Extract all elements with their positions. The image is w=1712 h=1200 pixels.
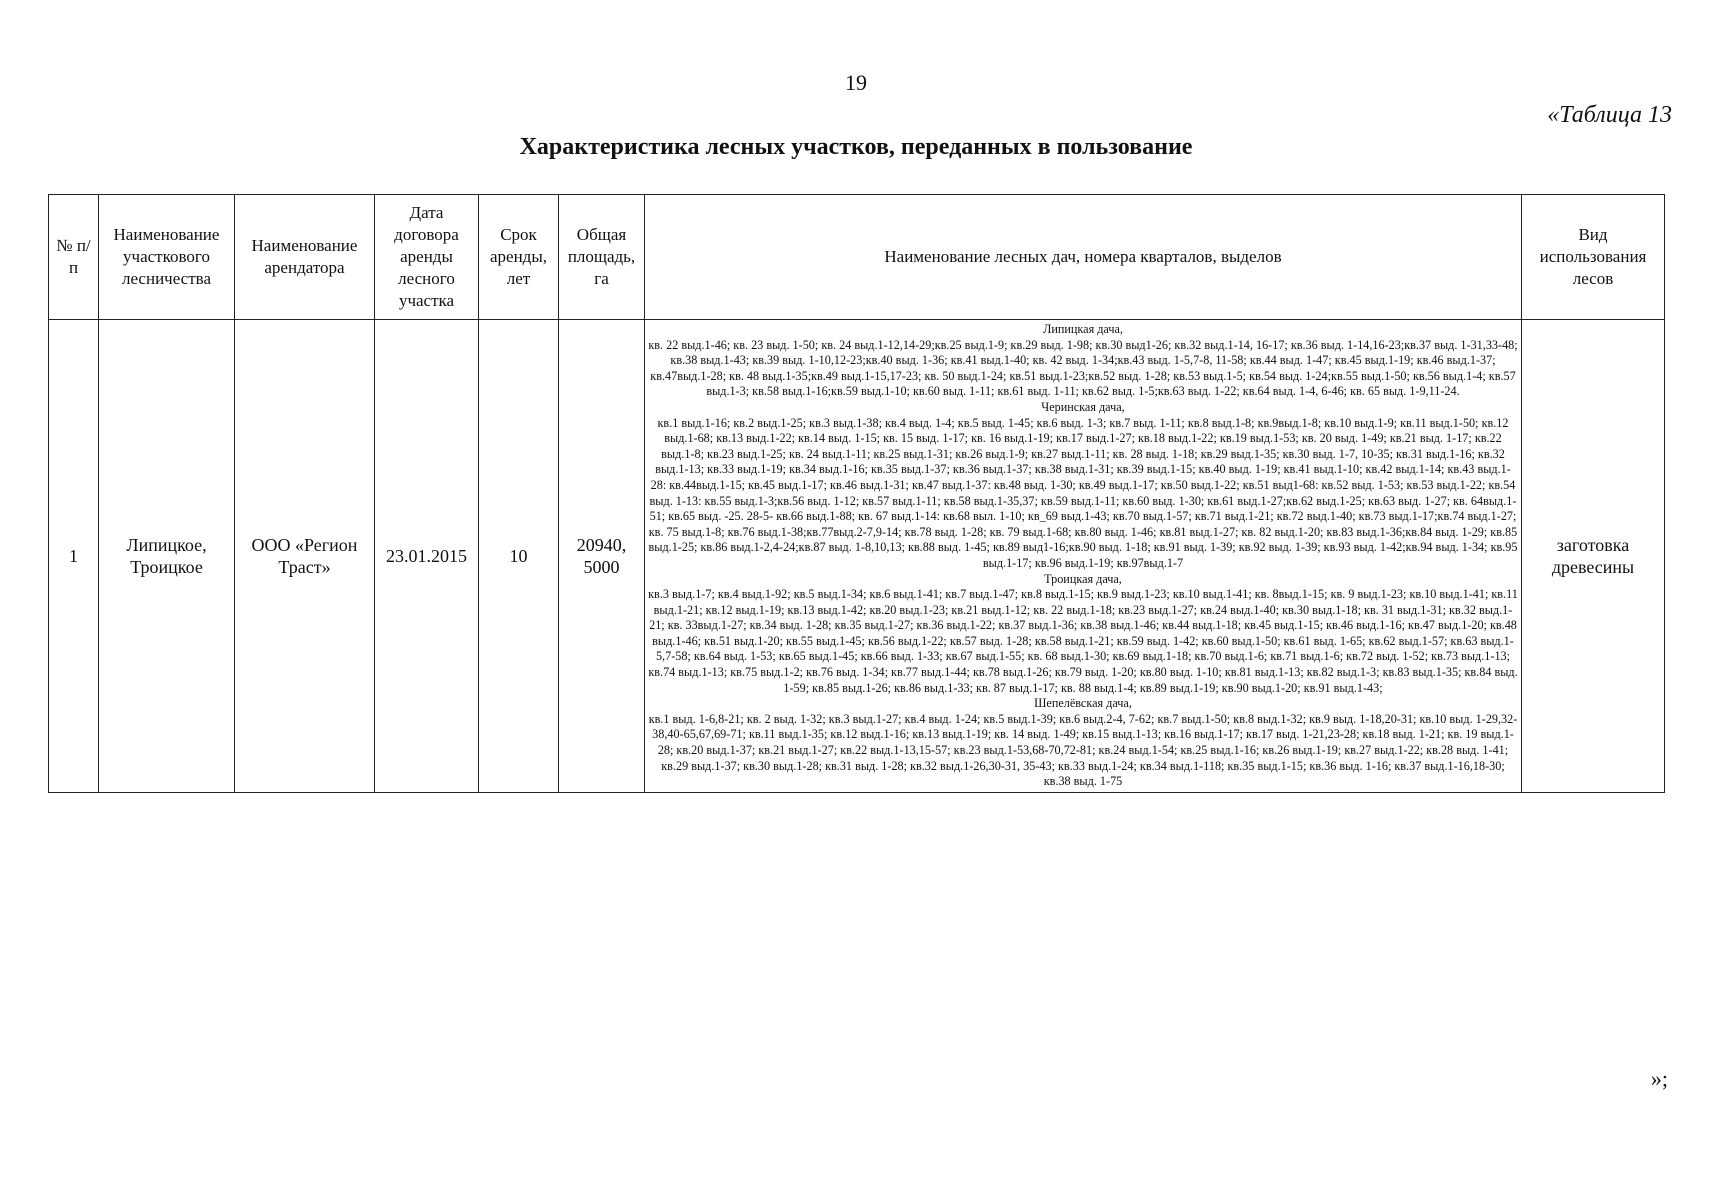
table-header-row <box>49 195 1665 320</box>
header-plots: Наименование лесных дач, номера кварталов, выделов <box>645 195 1522 320</box>
dacha-name-cherinskaya: Черинская дача, <box>1041 399 1125 414</box>
cell-number: 1 <box>49 320 99 793</box>
table-row <box>49 320 1665 793</box>
header-forestry: Наименование участкового лесничества <box>99 195 235 320</box>
dacha-name-shepelevskaya: Шепелёвская дача, <box>1034 696 1132 711</box>
header-number: № п/п <box>49 195 99 320</box>
dacha-name-lipitskaya: Липицкая дача, <box>1043 322 1123 336</box>
header-total-area: Общая площадь, га <box>559 195 645 320</box>
dacha-plots-troitskaya: кв.3 выд.1-7; кв.4 выд.1-92; кв.5 выд.1-34; кв.6 выд.1-41; кв.7 выд.1-47; кв.8 выд.1-15; кв.9 выд.1-23; кв.10 выд.1-41; кв. 8выд.1-15; кв. 9 выд.1-23; кв.10 выд.1-41; кв.11 выд.1-21; кв.12 выд.1-19; кв.13 выд.1-42; кв.20 выд.1-23; кв.21 выд.1-12; кв. 22 выд.1-18; кв.23 выд.1-27; кв.24 выд.1-40; кв.30 выд.1-18; кв. 31 выд.1-31; кв.32 выд.1-21; кв. 33выд.1-27; кв.34 выд. 1-28; кв.35 выд.1-27; кв.36 выд.1-22; кв.37 выд.1-36; кв.38 выд.1-46; кв.44 выд.1-18; кв.45 выд.1-15; кв.46 выд.1-16; кв.47 выд.1-20; кв.48 выд.1-46; кв.51 выд.1-20; кв.55 выд.1-45; кв.56 выд.1-22; кв.57 выд. 1-28; кв.58 выд.1-21; кв.59 выд. 1-42; кв.60 выд.1-50; кв.61 выд. 1-65; кв.62 выд.1-57; кв.63 выд.1-5,7-58; кв.64 выд. 1-53; кв.65 выд.1-45; кв.66 выд. 1-33; кв.67 выд.1-55; кв. 68 выд.1-30; кв.69 выд.1-18; кв.70 выд.1-6; кв.71 выд.1-6; кв.72 выд. 1-52; кв.73 выд.1-13; кв.74 выд.1-13; кв.75 выд.1-2; кв.76 выд. 1-34; кв.77 выд.1-44; кв.78 выд.1-26; кв.79 выд. 1-20; кв.80 выд. 1-10; кв.81 выд.1-13; кв.82 выд.1-3; кв.83 выд.1-35; кв.84 выд. 1-59; кв.85 выд.1-26; кв.86 выд.1-33; кв. 87 выд.1-17; кв. 88 выд.1-4; кв.89 выд.1-19; кв.90 выд.1-20; кв.91 выд.1-43; <box>648 587 1518 695</box>
dacha-name-troitskaya: Троицкая дача, <box>1044 571 1122 586</box>
table-label: «Таблица 13 <box>1547 102 1672 128</box>
dacha-plots-cherinskaya: кв.1 выд.1-16; кв.2 выд.1-25; кв.3 выд.1-38; кв.4 выд. 1-4; кв.5 выд. 1-45; кв.6 выд. 1-3; кв.7 выд. 1-11; кв.8 выд.1-8; кв.9выд.1-8; кв.10 выд.1-9; кв.11 выд.1-50; кв.12 выд.1-68; кв.13 выд.1-22; кв.14 выд. 1-15; кв. 15 выд. 1-17; кв. 16 выд.1-19; кв.17 выд.1-27; кв.18 выд.1-22; кв.19 выд.1-53; кв. 20 выд. 1-49; кв.21 выд. 1-17; кв.22 выд.1-8; кв.23 выд.1-25; кв. 24 выд.1-11; кв.25 выд.1-31; кв.26 выд.1-9; кв.27 выд.1-11; кв. 28 выд. 1-18; кв.29 выд.1-35; кв.30 выд. 1-7, 10-35; кв.31 выд.1-16; кв.32 выд.1-13; кв.33 выд.1-19; кв.34 выд.1-16; кв.35 выд.1-37; кв.36 выд.1-37; кв.38 выд.1-31; кв.39 выд.1-15; кв.40 выд. 1-19; кв.41 выд.1-10; кв.42 выд.1-14; кв.43 выд.1-28: кв.44выд.1-15; кв.45 выд.1-17; кв.46 выд.1-31; кв.47 выд.1-37: кв.48 выд. 1-30; кв.49 выд.1-17; кв.50 выд.1-22; кв.51 выд1-68: кв.52 выд. 1-53; кв.53 выд.1-22; кв.54 выд. 1-13: кв.55 выд.1-3;кв.56 выд. 1-12; кв.57 выд.1-11; кв.58 выд.1-35,37; кв.59 выд.1-11; кв.60 выд. 1-30; кв.61 выд.1-27;кв.62 выд.1-25; кв.63 выд. 1-27; кв. 64выд.1-51; кв.65 выд. -25. 28-5- кв.66 выд.1-88; кв. 67 выд.1-14: кв.68 выл. 1-10; кв_69 выд.1-43; кв.70 выд.1-57; кв.71 выд.1-21; кв.72 выд.1-40; кв.73 выд.1-17;кв.74 выд.1-27; кв. 75 выд.1-8; кв.76 выд.1-38;кв.77выд.2-7,9-14; кв.78 выд. 1-28; кв. 79 выд.1-68; кв.80 выд. 1-46; кв.81 выд.1-27; кв. 82 выд.1-20; кв.83 выд.1-36;кв.84 выд. 1-29; кв.85 выд.1-25; кв.86 выд.1-2,4-24;кв.87 выд. 1-8,10,13; кв.88 выд. 1-45; кв.89 выд1-16;кв.90 выд. 1-18; кв.91 выд. 1-39; кв.92 выд. 1-39; кв.93 выд. 1-42;кв.94 выд. 1-34; кв.95 выд.1-17; кв.96 выд.1-19; кв.97выд.1-7 <box>648 415 1518 570</box>
header-lease-term: Срок аренды, лет <box>479 195 559 320</box>
cell-tenant: ООО «Регион Траст» <box>235 320 375 793</box>
dacha-plots-shepelevskaya: кв.1 выд. 1-6,8-21; кв. 2 выд. 1-32; кв.3 выд.1-27; кв.4 выд. 1-24; кв.5 выд.1-39; кв.6 выд.2-4, 7-62; кв.7 выд.1-50; кв.8 выд.1-32; кв.9 выд. 1-18,20-31; кв.10 выд. 1-29,32-38,40-65,67,69-71; кв.11 выд.1-35; кв.12 выд.1-16; кв.13 выд.1-19; кв. 14 выд. 1-49; кв.15 выд.1-13; кв.16 выд.1-17; кв.17 выд. 1-21,23-28; кв.18 выд. 1-21; кв. 19 выд.1-28; кв.20 выд.1-37; кв.21 выд.1-27; кв.22 выд.1-13,15-57; кв.23 выд.1-53,68-70,72-81; кв.24 выд.1-54; кв.25 выд.1-16; кв.26 выд.1-19; кв.27 выд.1-22; кв.28 выд. 1-41; кв.29 выд.1-37; кв.30 выд.1-28; кв.31 выд. 1-28; кв.32 выд.1-26,30-31, 35-43; кв.33 выд.1-24; кв.34 выд.1-118; кв.35 выд.1-15; кв.36 выд. 1-16; кв.37 выд.1-16,18-30; кв.38 выд. 1-75 <box>648 711 1518 789</box>
page-number: 19 <box>845 70 867 95</box>
dacha-plots-lipitskaya: кв. 22 выд.1-46; кв. 23 выд. 1-50; кв. 24 выд.1-12,14-29;кв.25 выд.1-9; кв.29 выд. 1-98; кв.30 выд1-26; кв.32 выд.1-14, 16-17; кв.36 выд. 1-14,16-23;кв.37 выд. 1-31,33-48; кв.38 выд.1-43; кв.39 выд. 1-10,12-23;кв.40 выд. 1-36; кв.41 выд.1-40; кв. 42 выд. 1-34;кв.43 выд. 1-5,7-8, 11-58; кв.44 выд. 1-47; кв.45 выд.1-19; кв.46 выд.1-37; кв.47выд.1-28; кв. 48 выд.1-35;кв.49 выд.1-15,17-23; кв. 50 выд.1-24; кв.51 выд.1-23;кв.52 выд. 1-28; кв.53 выд.1-5; кв.54 выд. 1-24;кв.55 выд.1-50; кв.56 выд.1-4; кв.57 выд.1-3; кв.58 выд.1-16;кв.59 выд.1-10; кв.60 выд. 1-11; кв.61 выд. 1-11; кв.62 выд. 1-5;кв.63 выд. 1-22; кв.64 выд. 1-4, 6-46; кв. 65 выд. 1-9,11-24. <box>648 337 1518 399</box>
cell-total-area: 20940, 5000 <box>559 320 645 793</box>
closing-quote: »; <box>1650 1066 1668 1091</box>
header-usage-type: Вид использования лесов <box>1522 195 1665 320</box>
forest-plots-table <box>48 194 1665 793</box>
document-title: Характеристика лесных участков, переданных в пользование <box>519 134 1193 160</box>
header-contract-date: Дата договора аренды лесного участка <box>375 195 479 320</box>
cell-contract-date: 23.01.2015 <box>375 320 479 793</box>
cell-lease-term: 10 <box>479 320 559 793</box>
cell-usage-type: заготовка древесины <box>1522 320 1665 793</box>
cell-plots <box>645 320 1522 793</box>
header-tenant: Наименование арендатора <box>235 195 375 320</box>
cell-forestry: Липицкое, Троицкое <box>99 320 235 793</box>
